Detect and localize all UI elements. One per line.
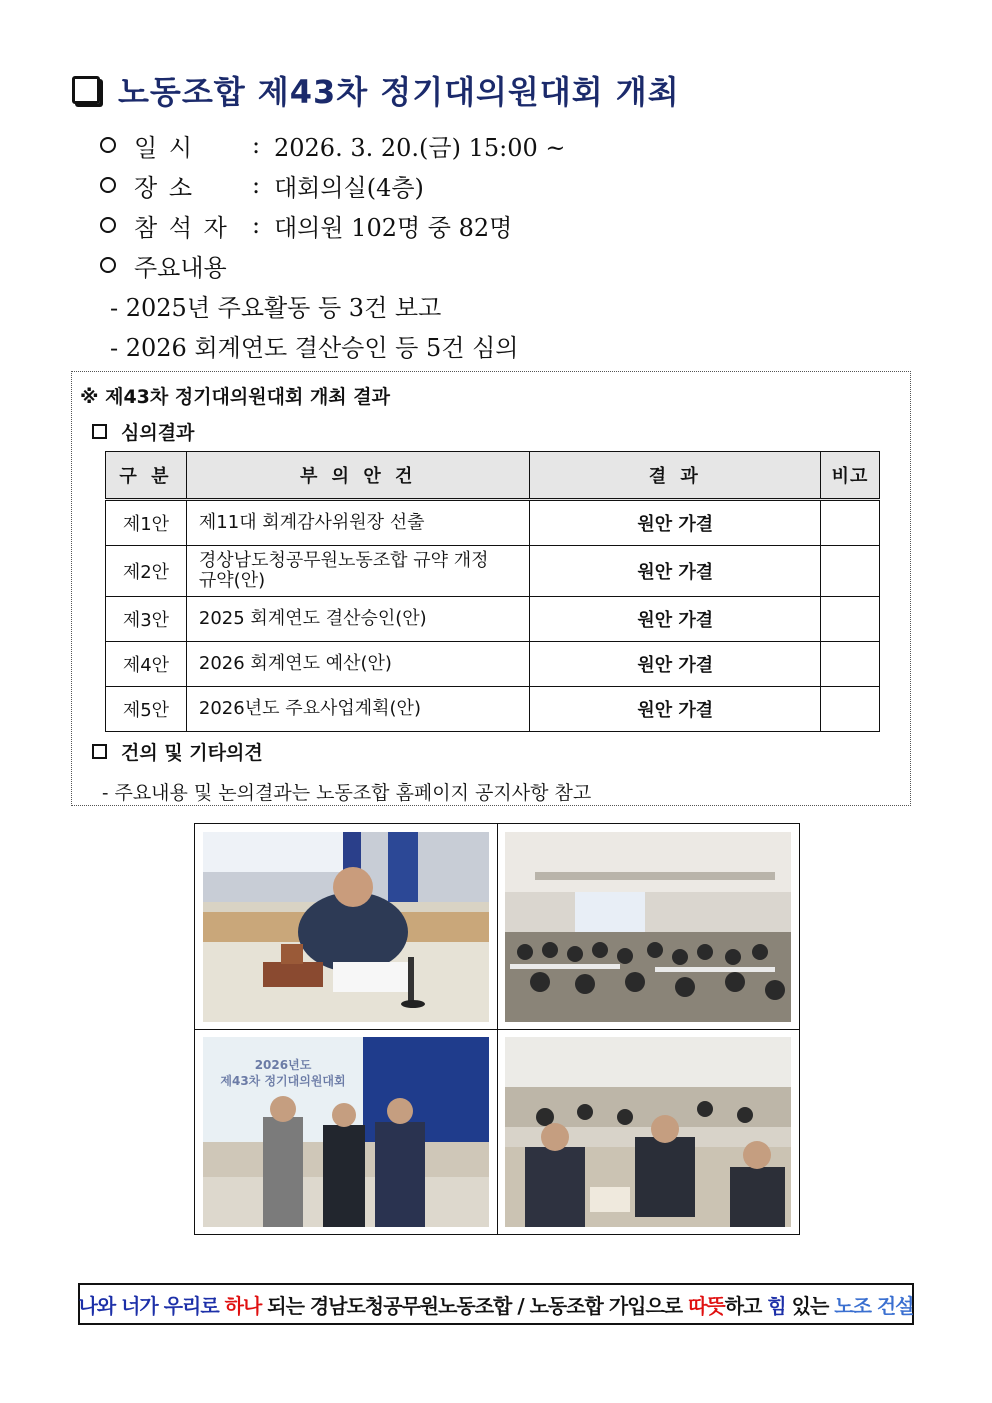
slogan-segment: 되는 경남도청공무원노동조합 / 노동조합 가입으로 [261,1293,689,1318]
content-item: - 2025년 주요활동 등 3건 보고 [110,293,442,322]
agenda-number: 제5안 [106,687,187,732]
agenda-result: 원안 가결 [530,597,821,642]
place-row [100,165,565,205]
colon: : [252,131,261,159]
agenda-item: 경상남도청공무원노동조합 규약 개정규약(안) [186,546,530,597]
slogan-banner [78,1283,914,1325]
results-table [105,451,880,732]
attend-label: 참 석 자 [134,213,229,242]
agenda-remark [821,597,880,642]
agenda-result: 원안 가결 [530,687,821,732]
photo-group [203,1037,489,1227]
photo-audience [505,832,791,1022]
slogan-segment: 따뜻 [688,1293,725,1318]
content-row [100,245,565,285]
agenda-result: 원안 가결 [530,546,821,597]
slogan-segment: 있는 [785,1293,835,1318]
agenda-item: 제11대 회계감사위원장 선출 [186,500,530,546]
agenda-number: 제3안 [106,597,187,642]
square-bullet-icon [92,744,107,759]
agenda-number: 제1안 [106,500,187,546]
checkbox-icon [72,76,100,104]
content-label: 주요내용 [134,253,227,282]
circle-bullet-icon [100,217,116,233]
result-title: ※ 제43차 정기대의원대회 개최 결과 [80,386,390,408]
slogan-segment: 하고 [724,1293,768,1318]
col-header-remark: 비고 [821,452,880,500]
event-info [100,125,565,365]
banner-line: 2026년도 [254,1058,312,1072]
date-row [100,125,565,165]
colon: : [252,171,261,199]
square-bullet-icon [92,424,107,439]
title-text: 노동조합 제43차 정기대의원대회 개최 [118,73,680,111]
table-row [106,642,880,687]
date-value: 2026. 3. 20.(금) 15:00 ~ [274,133,566,162]
agenda-number: 제2안 [106,546,187,597]
attend-value: 대의원 102명 중 82명 [274,213,513,242]
section-opinions [92,738,263,765]
colon: : [252,211,261,239]
circle-bullet-icon [100,177,116,193]
attend-row [100,205,565,245]
agenda-remark [821,546,880,597]
circle-bullet-icon [100,257,116,273]
slogan-segment: 나와 너가 우리로 [78,1293,225,1318]
content-item: - 2026 회계연도 결산승인 등 5건 심의 [110,333,519,362]
circle-bullet-icon [100,137,116,153]
place-value: 대회의실(4층) [274,173,424,202]
agenda-number: 제4안 [106,642,187,687]
photo-grid [194,823,800,1235]
agenda-remark [821,642,880,687]
agenda-remark [821,687,880,732]
table-header-row [106,452,880,500]
photo-banner-text [203,1057,363,1089]
table-row [106,687,880,732]
table-row [106,597,880,642]
photo-discussion [505,1037,791,1227]
date-label: 일 시 [134,133,194,162]
slogan-segment: 힘 [767,1293,786,1318]
agenda-result: 원안 가결 [530,642,821,687]
opinion-note: - 주요내용 및 논의결과는 노동조합 홈페이지 공지사항 참고 [102,782,592,804]
col-header-result: 결 과 [530,452,821,500]
table-row [106,500,880,546]
agenda-result: 원안 가결 [530,500,821,546]
divider [195,1029,799,1030]
col-header-agenda: 부 의 안 건 [186,452,530,500]
agenda-remark [821,500,880,546]
table-row [106,546,880,597]
banner-line: 제43차 정기대의원대회 [220,1074,346,1088]
photo-gavel [203,832,489,1022]
section-label: 건의 및 기타의견 [121,742,263,764]
place-label: 장 소 [134,173,194,202]
section-deliberation [92,418,194,445]
agenda-item: 2026년도 주요사업계획(안) [186,687,530,732]
slogan-segment: 노조 건설 [834,1293,914,1318]
agenda-item: 2026 회계연도 예산(안) [186,642,530,687]
agenda-item: 2025 회계연도 결산승인(안) [186,597,530,642]
document-title [72,68,680,112]
col-header-category: 구 분 [106,452,187,500]
slogan-segment: 하나 [224,1293,262,1318]
section-label: 심의결과 [121,422,195,444]
result-box [71,371,911,806]
